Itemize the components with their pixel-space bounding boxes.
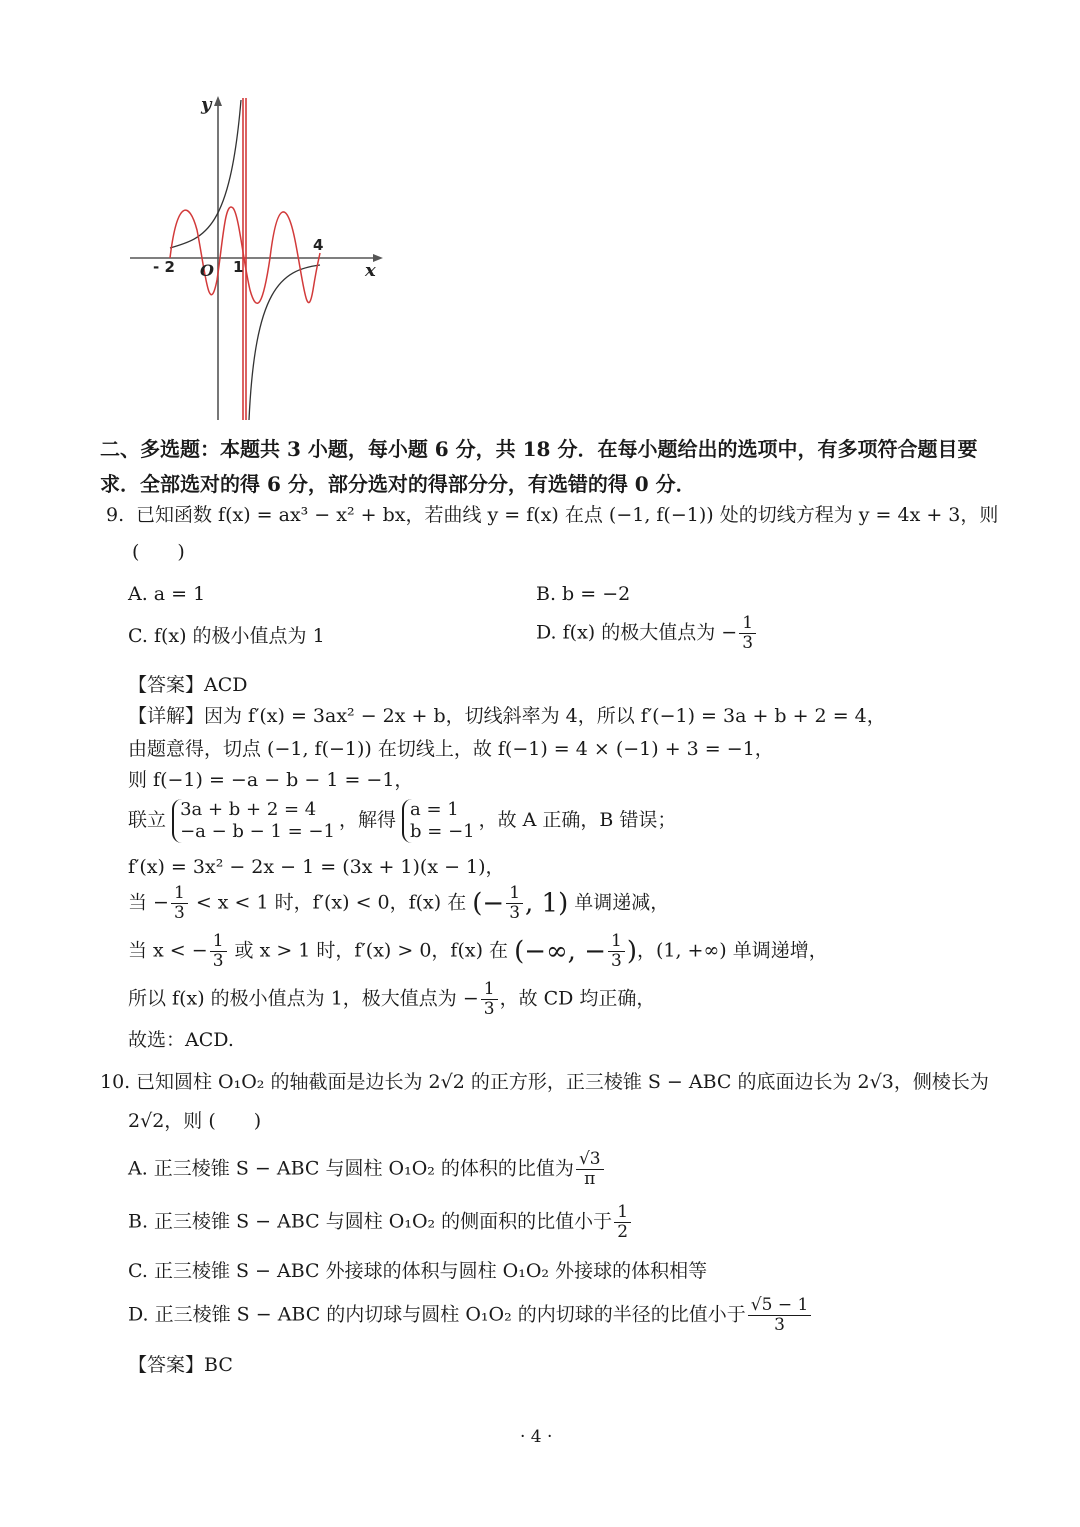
y-axis-arrow [214, 96, 222, 106]
section-heading-line2: 求．全部选对的得 6 分，部分选对的得部分分，有选错的得 0 分． [100, 472, 696, 496]
q10-answer: 【答案】BC [128, 1354, 233, 1376]
q9-number: 9. [106, 504, 125, 526]
origin-label: O [200, 261, 214, 280]
y-axis-label: y [201, 94, 212, 115]
q9-detail-line2: 由题意得，切点 (−1, f(−1)) 在切线上，故 f(−1) = 4 × (−1) + 3 = −1， [128, 738, 774, 760]
q9-detail-line7: 当 x < − $\frac{1}{3}$ 或 x > 1 时，f′(x) > 0，f(x) 在 (−∞, − $\frac{1}{3}$ )，(1, +∞) 单调递增， [128, 931, 828, 971]
q10-stem-line1: 已知圆柱 O₁O₂ 的轴截面是边长为 2√2 的正方形，正三棱锥 S − ABC 的底面边长为 2√3，侧棱长为 [136, 1071, 989, 1093]
q9-stem-line1: 已知函数 f(x) = ax³ − x² + bx，若曲线 y = f(x) 在点 (−1, f(−1)) 处的切线方程为 y = 4x + 3，则 [136, 504, 999, 526]
function-graph-figure [125, 90, 390, 425]
q9-answer: 【答案】ACD [128, 674, 248, 696]
q10-stem-line2: 2√2，则 ( ) [128, 1110, 262, 1132]
black-curve-right [249, 265, 320, 420]
q9-detail-line9: 故选：ACD. [128, 1029, 234, 1051]
black-curve-left [170, 100, 241, 248]
q9-detail-line3: 则 f(−1) = −a − b − 1 = −1， [128, 769, 414, 791]
q9-option-c: C. f(x) 的极小值点为 1 [128, 625, 325, 647]
q10-option-a: A. 正三棱锥 S − ABC 与圆柱 O₁O₂ 的体积的比值为 $\frac{√3}{\pi}$ [128, 1150, 606, 1189]
x-axis-label: x [365, 260, 376, 281]
q9-system-1: 3a + b + 2 = 4 −a − b − 1 = −1 [172, 799, 339, 843]
q10-option-b: B. 正三棱锥 S − ABC 与圆柱 O₁O₂ 的侧面积的比值小于 $\frac{1}{2}$ [128, 1203, 633, 1242]
q10-option-c: C. 正三棱锥 S − ABC 外接球的体积与圆柱 O₁O₂ 外接球的体积相等 [128, 1260, 708, 1282]
q9-detail-line8: 所以 f(x) 的极小值点为 1，极大值点为 − $\frac{1}{3}$ ，故 CD 均正确， [128, 979, 656, 1019]
q9-system-2: a = 1 b = −1 [402, 799, 479, 843]
red-curve [170, 207, 320, 303]
tick-label-4: 4 [313, 236, 324, 254]
q9-stem-blank: ( ) [132, 541, 185, 563]
q9-option-b: B. b = −2 [536, 583, 631, 605]
section-heading-line1: 二、多选题：本题共 3 小题，每小题 6 分，共 18 分．在每小题给出的选项中，有多项符合题目要 [100, 437, 978, 461]
page-number: · 4 · [520, 1427, 553, 1447]
q10-number: 10. [100, 1071, 131, 1093]
q10-option-d: D. 正三棱锥 S − ABC 的内切球与圆柱 O₁O₂ 的内切球的半径的比值小于 $\frac{√5 - 1}{3}$ [128, 1296, 813, 1335]
q9-detail-line4: 联立 3a + b + 2 = 4 −a − b − 1 = −1 ，解得 a = 1 b = −1 ，故 A 正确，B 错误； [128, 799, 677, 842]
q9-detail-line1: 【详解】因为 f′(x) = 3ax² − 2x + b，切线斜率为 4，所以 f′(−1) = 3a + b + 2 = 4， [128, 705, 886, 727]
tick-label-neg2: - 2 [153, 258, 175, 276]
q9-option-d-fraction: $\frac{1}{3}$ [739, 614, 756, 653]
q9-option-a: A. a = 1 [128, 583, 206, 605]
q9-detail-line6: 当 − $\frac{1}{3}$ < x < 1 时，f′(x) < 0，f(x) 在 (− $\frac{1}{3}$ , 1) 单调递减， [128, 883, 670, 923]
tick-label-1: 1 [233, 258, 244, 276]
q9-option-d [536, 614, 758, 653]
q9-detail-line5: f′(x) = 3x² − 2x − 1 = (3x + 1)(x − 1)， [128, 856, 505, 878]
q9-option-d-text: D. f(x) 的极大值点为 − [536, 621, 738, 644]
